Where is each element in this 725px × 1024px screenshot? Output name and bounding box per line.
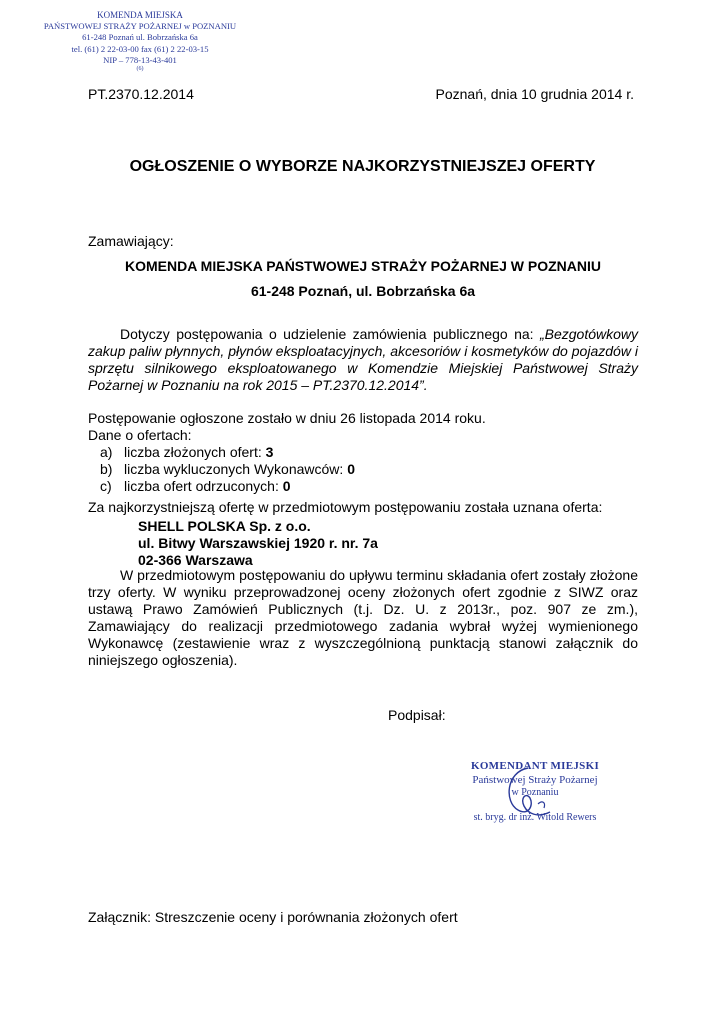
document-title: OGŁOSZENIE O WYBORZE NAJKORZYSTNIEJSZEJ OFERTY <box>129 158 596 175</box>
orderer-name: KOMENDA MIEJSKA PAŃSTWOWEJ STRAŻY POŻARNEJ W POZNANIU <box>124 258 602 274</box>
list-marker: c) <box>100 478 112 494</box>
list-item-text: liczba wykluczonych Wykonawców: <box>124 461 348 477</box>
orderer-label: Zamawiający: <box>88 233 174 249</box>
reference-number: PT.2370.12.2014 <box>88 86 194 102</box>
header-stamp-line: NIP – 778-13-43-401 <box>103 54 177 65</box>
list-item-text: liczba złożonych ofert: <box>124 444 266 460</box>
list-item-value: 0 <box>347 461 355 477</box>
winner-city: 02-366 Warszawa <box>138 552 253 568</box>
winner-street: ul. Bitwy Warszawskiej 1920 r. nr. 7a <box>138 535 378 551</box>
list-item <box>100 461 355 478</box>
signed-label: Podpisał: <box>388 707 446 723</box>
list-item-value: 3 <box>265 444 274 460</box>
list-marker: a) <box>100 444 113 460</box>
signature-stamp-line: Państwowej Straży Pożarnej <box>472 774 598 786</box>
winner-intro: Za najkorzystniejszą ofertę w przedmiotowym postępowaniu została uznana oferta: <box>88 499 603 515</box>
winner-block <box>138 518 378 569</box>
orderer-address: 61-248 Poznań, ul. Bobrzańska 6a <box>250 283 476 299</box>
subject-intro: Dotyczy postępowania o udzielenie zamówienia publicznego na: <box>120 326 534 342</box>
signature-stamp-line: KOMENDANT MIEJSKI <box>470 760 600 772</box>
list-item-value: 0 <box>282 478 291 494</box>
list-item <box>100 444 355 461</box>
winner-name: SHELL POLSKA Sp. z o.o. <box>138 518 311 534</box>
header-stamp-line: tel. (61) 2 22-03-00 fax (61) 2 22-03-15 <box>71 43 209 54</box>
subject-name: „Bezgotówkowy zakup paliw płynnych, płynów eksploatacyjnych, akcesoriów i kosmetyków do pojazdów i sprzętu silnikowego eksploatowanego w Komendzie Miejskiej Państwowej Straży Pożarnej w Poznaniu na rok 2015 – PT.2370.12.2014”. <box>88 326 639 393</box>
offers-label: Dane o ofertach: <box>88 427 192 443</box>
header-stamp <box>30 10 250 73</box>
subject-paragraph <box>88 326 638 394</box>
header-stamp-line: KOMENDA MIEJSKA <box>97 10 183 20</box>
attachment-note: Załącznik: Streszczenie oceny i porównania złożonych ofert <box>88 909 458 925</box>
justification-paragraph <box>88 567 638 669</box>
list-item-text: liczba ofert odrzuconych: <box>124 478 283 494</box>
signature-stamp-line: st. bryg. dr inż. Witold Rewers <box>473 812 597 823</box>
justification-text: W przedmiotowym postępowaniu do upływu terminu składania ofert zostały złożone trzy oferty. W wyniku przeprowadzonej oceny złożonych ofert zgodnie z SIWZ oraz ustawą Prawo Zamówień Publicznych (t.j. Dz. U. z 2013r., poz. 907 ze zm.), Zamawiający do realizacji przedmiotowego zadania wybrał wyżej wymienionego Wykonawcę (zestawienie wraz z wyszczególnioną punktacją stanowi załącznik do niniejszego ogłoszenia). <box>88 567 638 668</box>
header-stamp-line: 61-248 Poznań ul. Bobrzańska 6a <box>82 32 198 43</box>
signature-stamp-line: w Poznaniu <box>511 787 559 798</box>
handwritten-signature <box>498 762 558 822</box>
offers-list <box>100 444 355 495</box>
list-item <box>100 478 355 495</box>
list-marker: b) <box>100 461 113 477</box>
header-stamp-line: PAŃSTWOWEJ STRAŻY POŻARNEJ w POZNANIU <box>43 21 237 32</box>
date-line: Poznań, dnia 10 grudnia 2014 r. <box>435 86 634 102</box>
announced-date: Postępowanie ogłoszone zostało w dniu 26 listopada 2014 roku. <box>88 410 486 426</box>
header-stamp-line: (6) <box>136 66 144 73</box>
